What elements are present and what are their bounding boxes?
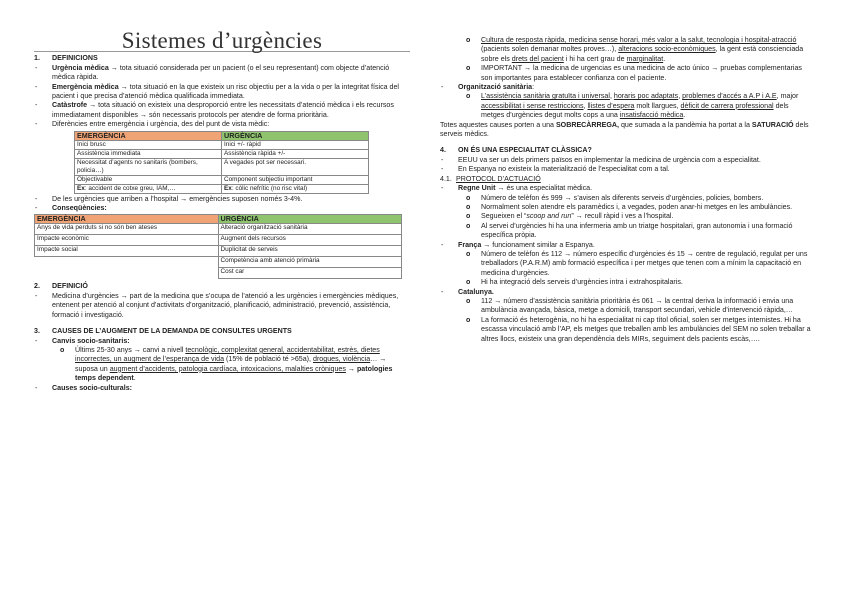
section-1-heading: 1. DEFINICIONS (34, 54, 98, 63)
regne-unit-item: o Número de telèfon és 999 → s’avisen als diferents serveis d’urgències, policies, bombers. (440, 194, 812, 203)
regne-unit-item: o Segueixen el “scoop and run” → recull ràpid i ves a l’hospital. (440, 212, 812, 221)
table-row: Anys de vida perduts si no són ben ateses Alteració organització sanitària (35, 224, 402, 235)
definition-medicina-urgencies: - Medicina d’urgències → part de la medicina que s’ocupa de l’atenció a les urgències i emergències mèdiques, entenent per atenció al conjunt d’activitats d’organització, planificació, administració, prevenció, assistència, formació i investigació. (34, 292, 410, 320)
page-title: Sistemes d’urgències (121, 28, 323, 53)
causes-socio-culturals-heading: - Causes socio-culturals: (34, 384, 410, 393)
section-2-heading: 2. DEFINICIÓ (34, 282, 88, 291)
section-4-heading: 4. ON ÉS UNA ESPECIALITAT CLÀSSICA? (440, 146, 592, 155)
right-column (440, 36, 812, 344)
differences-intro: - Diferències entre emergència i urgència, des del punt de vista mèdic: (34, 120, 410, 129)
table2-header-emergencia: EMERGÈNCIA (35, 215, 219, 224)
table1-header-emergencia: EMERGÈNCIA (75, 131, 222, 140)
regne-unit-item: o Al servei d’urgències hi ha una infermeria amb un triatge hospitalari, gran autonomia i una formació específica pròpia. (440, 222, 812, 241)
canvis-socio-sanitaris-heading: - Canvis socio-sanitaris: (34, 337, 410, 346)
definition-urgencia: - Urgència mèdica → tota situació considerada per un pacient (o el seu representant) com objecte d’atenció mèdica ràpida. (34, 64, 410, 83)
canvis-socio-sanitaris-item: o Últims 25-30 anys → canvi a nivell tecnològic, complexitat general, accidentabilitat, estrès, dietes incorrectes, un augment de l’esperança de vida (15% de població té >65a), drogues, violència… → suposa un augment d’accidents, patologia cardíaca, intoxicacions, malalties cròniques → patologies temps dependent. (34, 346, 410, 384)
franca-item: o Número de telèfon és 112 → número específic d’urgències és 15 → centre de regulació, regulat per uns treballadors (P.A.R.M) amb formació específica i per metges que tenen com a mínim la capacitació en medicina d’urgències. (440, 250, 812, 278)
catalunya-heading: - Catalunya. (440, 288, 812, 297)
table-row: Cost car (35, 268, 402, 279)
socio-cultural-item: o Cultura de resposta ràpida, medicina sense horari, més valor a la salut, tecnologia i hospital-atracció (pacients solen demanar moltes proves…), alteracions socio-econòmiques, la gent està conscienciada sobre els drets del pacient i hi ha cert grau de marginalitat. (440, 36, 812, 64)
emergency-percentage: - De les urgències que arriben a l’hospital → emergències suposen només 3-4%. (34, 195, 410, 204)
catalunya-item: o La formació és heterogènia, no hi ha especialitat ni cap títol oficial, solen ser metges internistes. Hi ha escassa vinculació amb l’AP, els metges que treballen amb les ambulàncies del SEM no solen treballar a altres llocs, existeix una gran dependència dels MIRs, seguiment dels pacients escàs,…. (440, 316, 812, 344)
definition-catastrofe: - Catàstrofe → tota situació on existeix una desproporció entre les necessitats d’atenció mèdica i els recursos immediatament disponibles → són necessaris protocols per atendre de forma prioritària. (34, 101, 410, 120)
table1-header-urgencia: URGÈNCIA (222, 131, 369, 140)
table-row: Competència amb atenció primària (35, 257, 402, 268)
consequences-table (34, 214, 402, 279)
franca-item: o Hi ha integració dels serveis d’urgències intra i extrahospitalaris. (440, 278, 812, 287)
table-row: Necessitat d’agents no sanitaris (bombers, policia…) A vegades pot ser necessari. (75, 158, 369, 175)
table2-header-urgencia: URGÈNCIA (218, 215, 402, 224)
table-row: Inici brusc Inici +/- ràpid (75, 140, 369, 149)
differences-table (74, 131, 369, 194)
regne-unit-item: o Normalment solen atendre els paramèdics i, a vegades, poden anar-hi metges en les ambulàncies. (440, 203, 812, 212)
regne-unit-heading: - Regne Unit → és una especialitat mèdica. (440, 184, 812, 193)
table-row: Ex: accident de cotxe greu, IAM,… Ex: còlic nefrític (no risc vital) (75, 184, 369, 193)
summary-paragraph: Totes aquestes causes porten a una SOBRECÀRREGA, que sumada a la pandèmia ha portat a la SATURACIÓ dels serveis mèdics. (440, 120, 809, 139)
table-row: Impacte social Duplicitat de serveis (35, 246, 402, 257)
catalunya-item: o 112 → número d’assistència sanitària prioritària és 061 → la central deriva la informació i envia una ambulància avançada, bàsica, metge a domicili, transport secundari, vehicle d’intervenció ràpida,… (440, 297, 812, 316)
subsection-4-1-heading: 4.1. PROTOCOL D’ACTUACIÓ (440, 174, 541, 183)
table-row: Impacte econòmic Augment dels recursos (35, 235, 402, 246)
franca-heading: - França → funcionament similar a Espanya. (440, 241, 812, 250)
eeuu-item: - EEUU va ser un dels primers països en implementar la medicina de urgència com a especialitat. (440, 156, 812, 165)
organitzacio-sanitaria-item: o L’assistència sanitària gratuïta i universal, horaris poc adaptats, problemes d’accés a A.P i A.E, major accessibilitat i sense restriccions, llistes d’espera molt llargues, dèficit de carrera professional dels metges d’urgències degut molts cops a una insatisfacció mèdica. (440, 92, 812, 120)
consequences-heading: - Conseqüències: (34, 204, 410, 213)
organitzacio-sanitaria-heading: - Organització sanitària: (440, 83, 812, 92)
table-row: Assistència immediata Assistència ràpida +/- (75, 149, 369, 158)
espanya-item: - En Espanya no existeix la materialització de l’especialitat com a tal. (440, 165, 812, 174)
important-note: o IMPORTANT → la medicina de urgencias es una medicina de acto único → pruebas complementarias son importantes para establecer confianza con el paciente. (440, 64, 812, 83)
table-row: Objectivable Component subjectiu important (75, 175, 369, 184)
definition-emergencia: - Emergència mèdica → tota situació en la que existeix un risc objectiu per a la vida o per la integritat física del pacient i que precisa d’atenció mèdica qualificada immediata. (34, 83, 410, 102)
section-3-heading: 3. CAUSES DE L’AUGMENT DE LA DEMANDA DE CONSULTES URGENTS (34, 327, 292, 336)
left-column (34, 0, 410, 393)
